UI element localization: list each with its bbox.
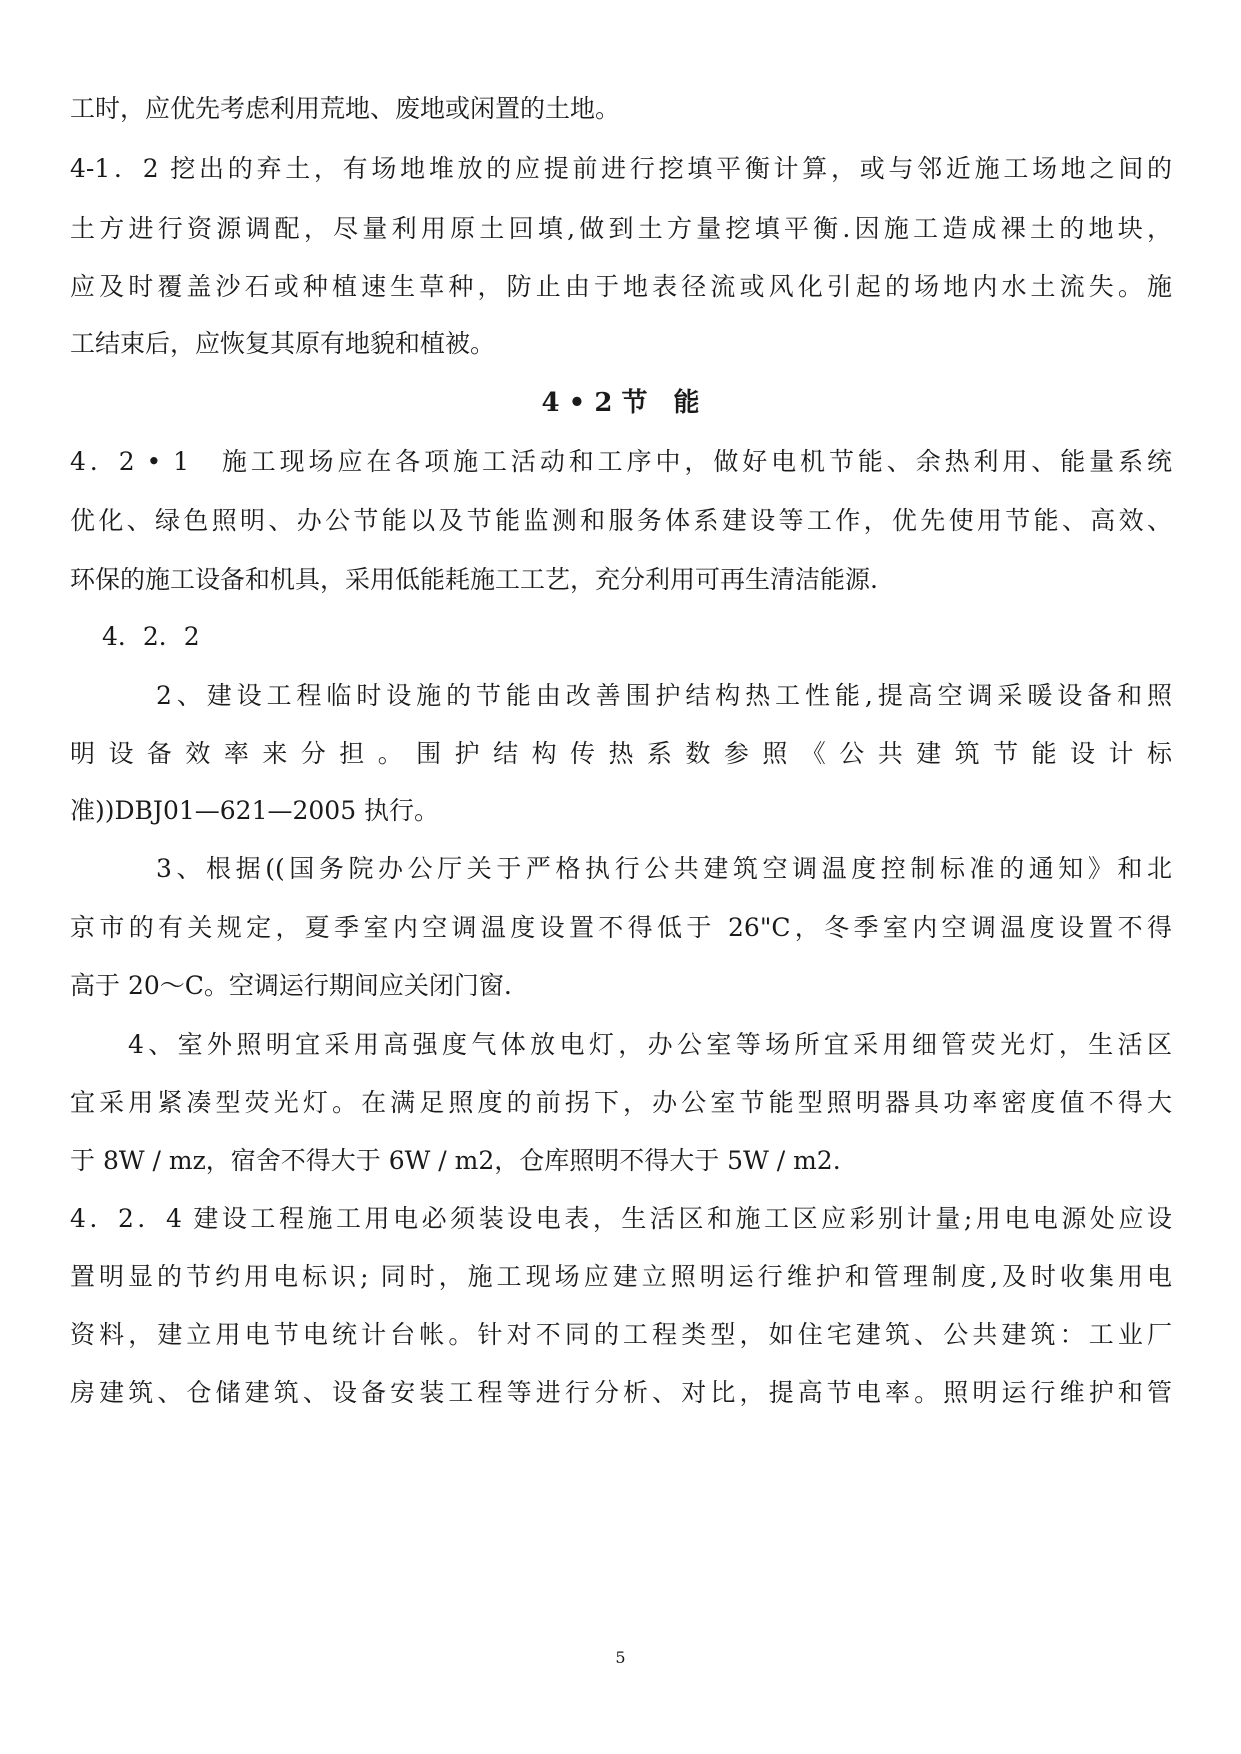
text-line: 置明显的节约用电标识; 同时，施工现场应建立照明运行维护和管理制度,及时收集用电 [70,1262,1172,1291]
text-line: 4．2．2 [102,622,200,651]
text-line: 工结束后，应恢复其原有地貌和植被。 [70,329,496,358]
text-line: 优化、绿色照明、办公节能以及节能监测和服务体系建设等工作，优先使用节能、高效、 [70,506,1172,535]
text-line: 应及时覆盖沙石或种植速生草种，防止由于地表径流或风化引起的场地内水土流失。施 [70,272,1172,301]
text-line: 环保的施工设备和机具，采用低能耗施工工艺，充分利用可再生清洁能源. [70,565,878,594]
text-line: 宜采用紧凑型荧光灯。在满足照度的前拐下，办公室节能型照明器具功率密度值不得大 [70,1088,1172,1117]
section-heading: 4 • 2 节 能 [541,388,700,418]
text-line: 2、建设工程临时设施的节能由改善围护结构热工性能,提高空调采暖设备和照 [156,681,1172,710]
text-line: 资料，建立用电节电统计台帐。针对不同的工程类型，如住宅建筑、公共建筑：工业厂 [70,1320,1172,1349]
page-number: 5 [615,1648,626,1667]
text-line: 于 8W / mz，宿舍不得大于 6W / m2，仓库照明不得大于 5W / m2. [70,1146,841,1175]
text-line: 明设备效率来分担。围护结构传热系数参照《公共建筑节能设计标 [70,739,1172,768]
text-line: 工时，应优先考虑利用荒地、废地或闲置的土地。 [70,94,621,123]
text-line: 4．2 • 1 施工现场应在各项施工活动和工序中，做好电机节能、余热利用、能量系统 [70,447,1172,476]
text-line: 4-1．2 挖出的弃土，有场地堆放的应提前进行挖填平衡计算，或与邻近施工场地之间的 [70,154,1172,183]
text-line: 4、室外照明宜采用高强度气体放电灯，办公室等场所宜采用细管荧光灯，生活区 [128,1030,1172,1059]
text-line: 土方进行资源调配，尽量利用原土回填,做到土方量挖填平衡.因施工造成裸土的地块， [70,214,1172,243]
text-line: 京市的有关规定，夏季室内空调温度设置不得低于 26"C，冬季室内空调温度设置不得 [70,913,1172,942]
text-line: 房建筑、仓储建筑、设备安装工程等进行分析、对比，提高节电率。照明运行维护和管 [70,1378,1172,1407]
text-line: 4．2．4 建设工程施工用电必须装设电表，生活区和施工区应彩别计量;用电电源处应设 [70,1204,1172,1233]
text-line: 高于 20～C。空调运行期间应关闭门窗. [70,971,512,1000]
text-line: 准))DBJ01—621—2005 执行。 [70,796,440,825]
text-line: 3、根据((国务院办公厅关于严格执行公共建筑空调温度控制标准的通知》和北 [156,854,1172,883]
